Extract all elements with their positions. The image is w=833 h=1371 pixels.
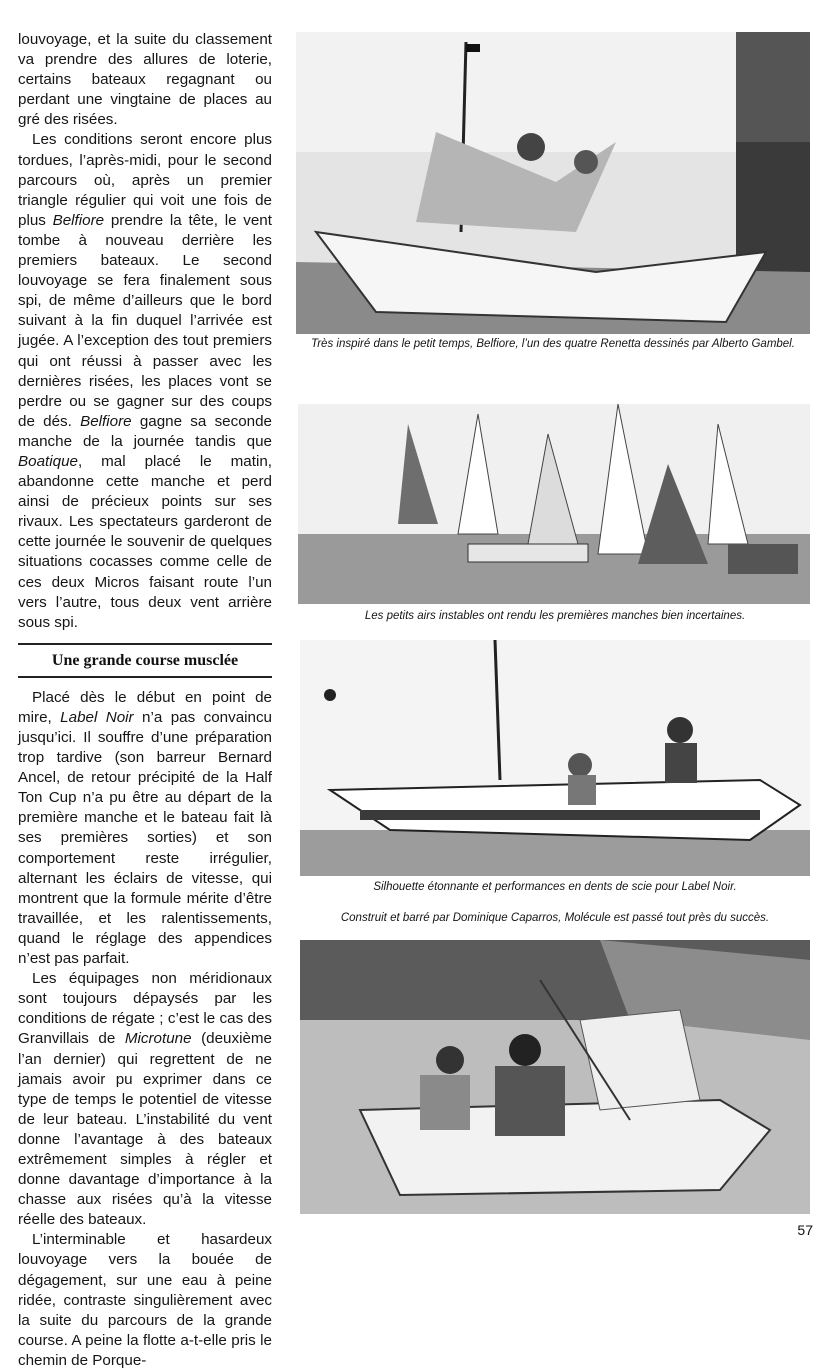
boat-name: Microtune (124, 1030, 192, 1048)
heading-rule-bottom (18, 676, 272, 678)
boat-name: Boatique (18, 452, 78, 470)
text-run: n’a pas convaincu jusqu’ici. Il souffre d’une préparation trop tardive (son barreur Bernard Ancel, de retour précipité de la Half Ton Cup n’a pu être au départ de la première manche et le bateau fait là ses premières sorties) et son comportement reste irrégulier, alternant les éclairs de vitesse, qui montrent que la formule mérite d’être travaillée, et les ralentissements, quand le réglage des appendices n’est pas parfait. (18, 708, 273, 968)
photo-label-noir (300, 640, 810, 876)
paragraph-1: louvoyage, et la suite du classement va prendre des allures de loterie, certains bateaux regagnant ou perdant une vingtaine de places au gré des risées. (18, 31, 272, 129)
text-run: (deuxième l’an dernier) qui regrettent de ne jamais avoir pu exprimer dans ce type de temps le potentiel de vitesse de leur bateau. L’instabilité du vent donne l’avantage à des bateaux extrêmement simples à régler et donne davantage d’importance à la chasse aux risées qu’à la vitesse réelle des bateaux. (18, 1030, 272, 1229)
section-heading: Une grande course musclée (51, 651, 239, 669)
paragraph-2 (18, 130, 272, 632)
caption-photo-2: Les petits airs instables ont rendu les premières manches bien incertaines. (364, 610, 746, 622)
photo-molecule (300, 940, 810, 1214)
boat-name: Belfiore (80, 412, 132, 430)
boat-name: Belfiore (52, 211, 105, 229)
photo-boat-illustration (296, 32, 810, 334)
page-number: 57 (797, 1222, 813, 1238)
photo-fleet (298, 404, 810, 604)
paragraph-4 (18, 969, 272, 1230)
text-run: Les équipages non méridionaux sont toujours dépaysés par les conditions de régate ; c’est le cas des Granvillais de (18, 970, 272, 1048)
photo-belfiore (296, 32, 810, 334)
text-run: , mal placé le matin, abandonne cette manche et perd ainsi de précieux points sur ses rivaux. Les spectateurs garderont de cette journée le souvenir de quelques situations cocasses comme celle de ces deux Micros faisant route l’un vers l’autre, tous deux vent arrière sous spi. (18, 452, 272, 631)
text-run: gagne sa seconde manche de la journée tandis que (18, 412, 272, 450)
text-run: Placé dès le début en point de mire, (18, 688, 272, 726)
boat-name: Label Noir (60, 708, 134, 726)
caption-photo-3: Silhouette étonnante et performances en dents de scie pour Label Noir. (373, 881, 737, 893)
paragraph-5: L’interminable et hasardeux louvoyage vers la bouée de dégagement, sur une eau à peine ridée, contraste singulièrement avec la suite du parcours de la grande course. A peine la flotte a-t-elle pris le chemin de Porque- (18, 1231, 272, 1369)
photo-label-noir-illustration (300, 640, 810, 876)
caption-photo-1: Très inspiré dans le petit temps, Belfiore, l’un des quatre Renetta dessinés par Alberto Gambel. (311, 338, 795, 350)
caption-photo-4: Construit et barré par Dominique Caparros, Molécule est passé tout près du succès. (340, 912, 770, 924)
text-run: prendre la tête, le vent tombe à nouveau derrière les premiers bateaux. Le second louvoyage se fera finalement sous spi, de même d’ailleurs que le bord suivant à la fin duquel l’arrivée est jugée. A l’exception des tout premiers qui ont réussi à passer avec les dernières risées, les places vont se perdre ou se gagner sur des coups de dés. (18, 211, 272, 430)
paragraph-3 (18, 688, 272, 969)
photo-molecule-illustration (300, 940, 810, 1214)
article-text-column (18, 30, 272, 1371)
photo-fleet-illustration (298, 404, 810, 604)
text-run: Les conditions seront encore plus tordues, l’après-midi, pour le second parcours où, après un premier triangle régulier qui voit une fois de plus (18, 131, 272, 229)
